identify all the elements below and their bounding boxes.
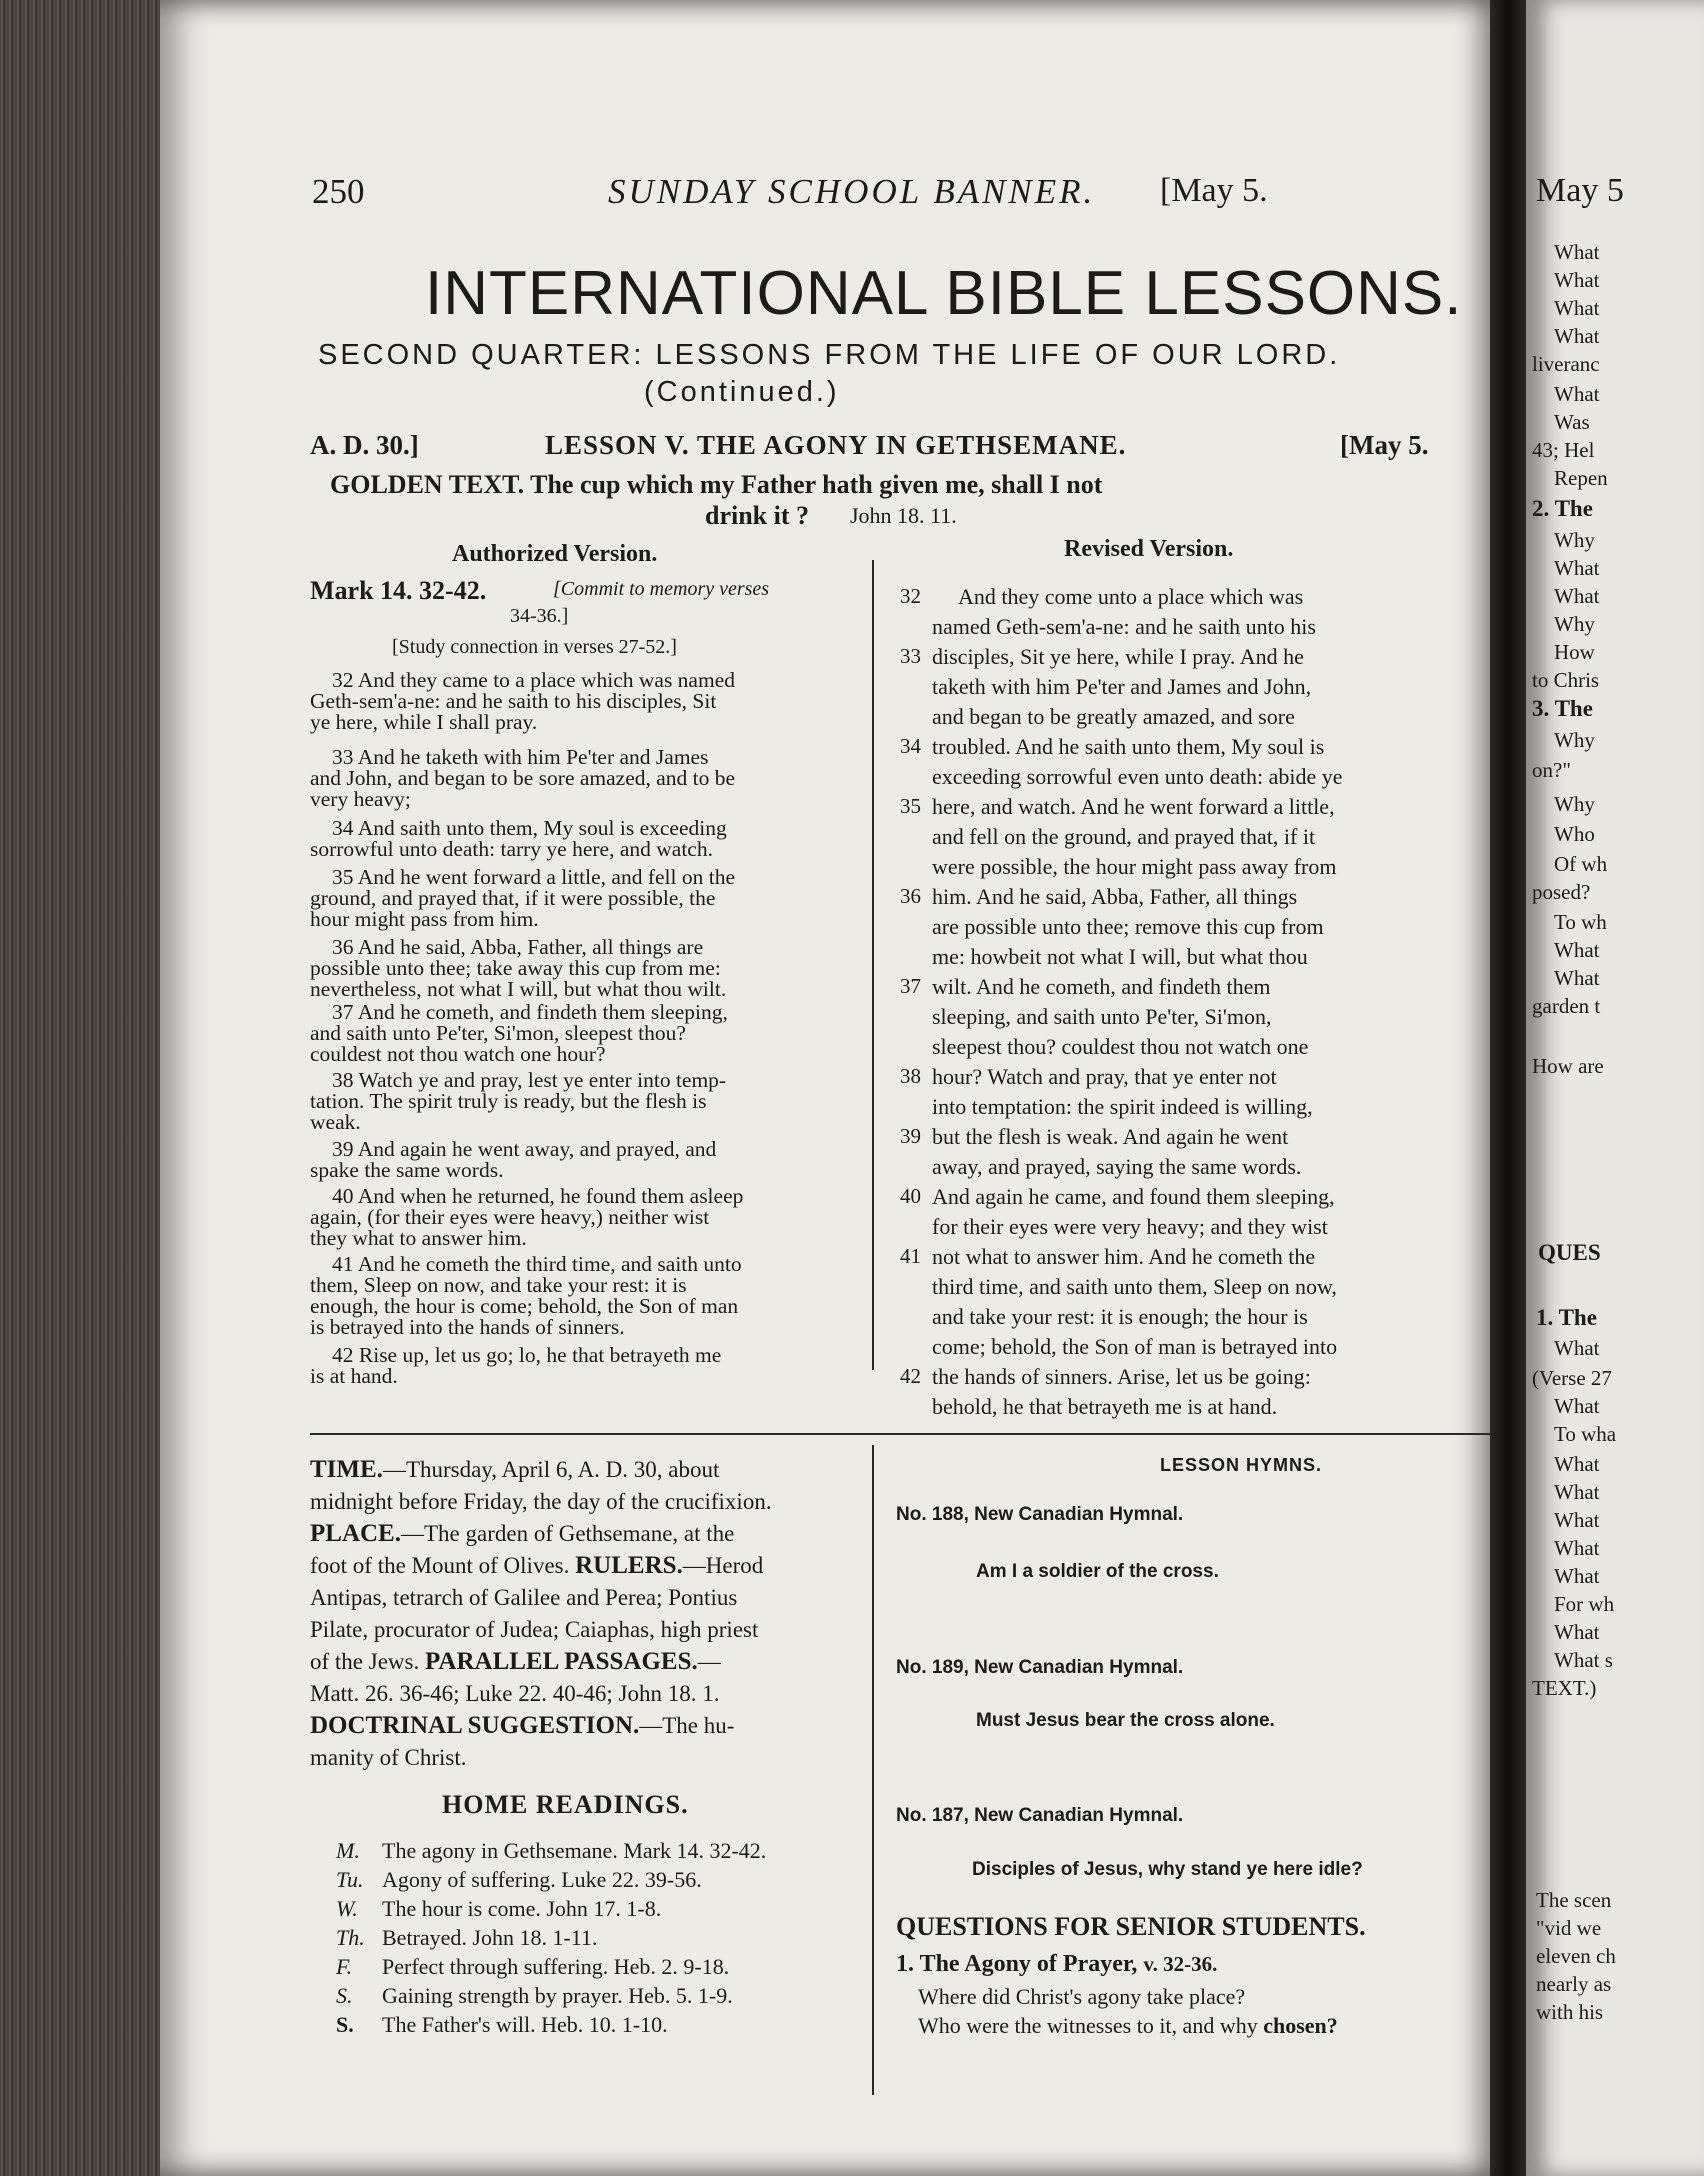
rv-line: disciples, Sit ye here, while I pray. And he bbox=[932, 644, 1304, 669]
right-line: Why bbox=[1554, 792, 1595, 816]
right-line: How are bbox=[1532, 1054, 1604, 1078]
place-text: —The garden of Gethsemane, at the bbox=[400, 1521, 735, 1546]
right-line: What bbox=[1554, 966, 1600, 990]
right-line: What bbox=[1554, 296, 1600, 320]
right-line: "vid we bbox=[1536, 1916, 1602, 1940]
right-line: 3. The bbox=[1532, 696, 1593, 721]
section-rule bbox=[310, 1433, 1610, 1435]
home-readings-list bbox=[336, 1836, 766, 2039]
av-line: 42 Rise up, let us go; lo, he that betrayeth me bbox=[332, 1343, 722, 1367]
senior-questions-heading: QUESTIONS FOR SENIOR STUDENTS. bbox=[896, 1912, 1366, 1941]
verse-number: 35 bbox=[900, 794, 921, 818]
reading-day: M. bbox=[336, 1838, 360, 1863]
right-line: What bbox=[1554, 938, 1600, 962]
right-line: For wh bbox=[1554, 1592, 1615, 1616]
right-heading: QUES bbox=[1538, 1240, 1601, 1265]
doctrinal-label: DOCTRINAL SUGGESTION. bbox=[310, 1712, 640, 1739]
av-line: again, (for their eyes were heavy,) neither wist bbox=[310, 1205, 710, 1229]
note-line: manity of Christ. bbox=[310, 1745, 467, 1770]
golden-text-line1: GOLDEN TEXT. The cup which my Father hath given me, shall I not bbox=[330, 470, 1103, 499]
senior-question: Where did Christ's agony take place? bbox=[918, 1984, 1246, 2009]
av-line: possible unto thee; take away this cup from me: bbox=[310, 956, 721, 980]
right-line: eleven ch bbox=[1536, 1944, 1616, 1968]
right-line: nearly as bbox=[1536, 1972, 1612, 1996]
right-line: with his bbox=[1536, 2000, 1604, 2024]
hymn-title: Disciples of Jesus, why stand ye here idle? bbox=[972, 1859, 1363, 1880]
authorized-heading: Authorized Version. bbox=[452, 541, 658, 567]
rv-line: and take your rest: it is enough; the hour is bbox=[932, 1304, 1308, 1329]
golden-text-ref: John 18. 11. bbox=[850, 503, 957, 528]
verse-number: 39 bbox=[900, 1124, 921, 1148]
doctrinal-text: —The hu- bbox=[639, 1713, 735, 1738]
rv-line: wilt. And he cometh, and findeth them bbox=[932, 974, 1271, 999]
av-line: nevertheless, not what I will, but what thou wilt. bbox=[310, 977, 727, 1001]
rv-line: and fell on the ground, and prayed that, if it bbox=[932, 824, 1316, 849]
reading-text: The Father's will. Heb. 10. 1-10. bbox=[382, 2012, 668, 2037]
av-line: 40 And when he returned, he found them asleep bbox=[332, 1184, 744, 1208]
av-line: weak. bbox=[310, 1110, 361, 1134]
subtitle: SECOND QUARTER: LESSONS FROM THE LIFE OF OUR LORD. bbox=[318, 339, 1341, 371]
rv-line: but the flesh is weak. And again he went bbox=[932, 1124, 1289, 1149]
right-line: What bbox=[1554, 1394, 1600, 1418]
note-line: foot of the Mount of Olives. bbox=[310, 1553, 570, 1578]
note-line: midnight before Friday, the day of the crucifixion. bbox=[310, 1489, 772, 1514]
place-label: PLACE. bbox=[310, 1520, 401, 1547]
rv-line: for their eyes were very heavy; and they wist bbox=[932, 1214, 1328, 1239]
verse-number: 38 bbox=[900, 1064, 921, 1088]
av-line: they what to answer him. bbox=[310, 1226, 527, 1250]
subtitle-continued: (Continued.) bbox=[644, 376, 840, 408]
av-line: ye here, while I shall pray. bbox=[310, 710, 538, 734]
av-line: 37 And he cometh, and findeth them sleeping, bbox=[332, 1000, 728, 1024]
left-page bbox=[160, 0, 1500, 2176]
right-line: What bbox=[1554, 324, 1600, 348]
av-line: 36 And he said, Abba, Father, all things are bbox=[332, 935, 704, 959]
study-note: [Study connection in verses 27-52.] bbox=[392, 636, 677, 658]
time-text: —Thursday, April 6, A. D. 30, about bbox=[382, 1457, 720, 1482]
reading-text: Gaining strength by prayer. Heb. 5. 1-9. bbox=[382, 1983, 733, 2008]
rv-line: troubled. And he saith unto them, My soul is bbox=[932, 734, 1325, 759]
rv-line: named Geth-sem'a-ne: and he saith unto his bbox=[932, 614, 1316, 639]
senior-question: Who were the witnesses to it, and why chosen? bbox=[918, 2013, 1338, 2038]
right-line: What bbox=[1554, 1536, 1600, 1560]
right-line: What bbox=[1554, 584, 1600, 608]
av-line: couldest not thou watch one hour? bbox=[310, 1042, 606, 1066]
reading-day: F. bbox=[336, 1954, 353, 1979]
av-line: 33 And he taketh with him Pe'ter and James bbox=[332, 745, 709, 769]
reading-day: Th. bbox=[336, 1925, 365, 1950]
hymn-number: No. 188, New Canadian Hymnal. bbox=[896, 1504, 1184, 1525]
right-line: Repen bbox=[1554, 466, 1608, 490]
av-line: is at hand. bbox=[310, 1364, 398, 1388]
right-line: (Verse 27 bbox=[1532, 1366, 1612, 1390]
page-title: INTERNATIONAL BIBLE LESSONS. bbox=[425, 259, 1463, 328]
rv-line: behold, he that betrayeth me is at hand. bbox=[932, 1394, 1278, 1419]
av-line: and saith unto Pe'ter, Si'mon, sleepest thou? bbox=[310, 1021, 686, 1045]
verse-number: 42 bbox=[900, 1364, 921, 1388]
rv-line: here, and watch. And he went forward a little, bbox=[932, 794, 1335, 819]
av-line: 38 Watch ye and pray, lest ye enter into temp- bbox=[332, 1068, 727, 1092]
page-number: 250 bbox=[312, 172, 365, 211]
right-line: 2. The bbox=[1532, 496, 1593, 521]
av-line: 32 And they came to a place which was named bbox=[332, 668, 735, 692]
av-line: tation. The spirit truly is ready, but the flesh is bbox=[310, 1089, 707, 1113]
running-title: SUNDAY SCHOOL BANNER. bbox=[608, 172, 1096, 211]
authorized-ref: Mark 14. 32-42. bbox=[310, 576, 487, 605]
verse-number: 33 bbox=[900, 644, 921, 668]
verse-number: 40 bbox=[900, 1184, 921, 1208]
right-page-header: May 5 bbox=[1536, 172, 1624, 209]
senior-subsection: 1. The Agony of Prayer, v. 32-36. bbox=[896, 1951, 1218, 1977]
right-line: Of wh bbox=[1554, 852, 1608, 876]
reading-text: Betrayed. John 18. 1-11. bbox=[382, 1925, 598, 1950]
av-line: ground, and prayed that, if it were possible, the bbox=[310, 886, 716, 910]
right-line: 43; Hel bbox=[1532, 438, 1595, 462]
verse-number: 37 bbox=[900, 974, 921, 998]
right-line: Was bbox=[1554, 410, 1590, 434]
hymn-number: No. 189, New Canadian Hymnal. bbox=[896, 1657, 1184, 1678]
right-line: Why bbox=[1554, 528, 1595, 552]
rv-line: into temptation: the spirit indeed is willing, bbox=[932, 1094, 1313, 1119]
right-line: What bbox=[1554, 382, 1600, 406]
av-line: 41 And he cometh the third time, and saith unto bbox=[332, 1252, 742, 1276]
verse-number: 41 bbox=[900, 1244, 921, 1268]
hymn-title: Must Jesus bear the cross alone. bbox=[976, 1710, 1275, 1731]
golden-text-line2: drink it ? bbox=[705, 501, 810, 530]
right-line: to Chris bbox=[1532, 668, 1600, 692]
av-line: 35 And he went forward a little, and fell on the bbox=[332, 865, 736, 889]
av-line: Geth-sem'a-ne: and he saith to his disciples, Sit bbox=[310, 689, 717, 713]
right-line: liveranc bbox=[1532, 352, 1600, 376]
parallel-label: PARALLEL PASSAGES. bbox=[424, 1648, 698, 1675]
rv-line: the hands of sinners. Arise, let us be going: bbox=[932, 1364, 1311, 1389]
reading-day: Tu. bbox=[336, 1867, 364, 1892]
right-line: Why bbox=[1554, 612, 1595, 636]
note-line: Antipas, tetrarch of Galilee and Perea; Pontius bbox=[310, 1585, 738, 1610]
av-line: is betrayed into the hands of sinners. bbox=[310, 1315, 625, 1339]
right-line: TEXT.) bbox=[1532, 1676, 1597, 1700]
rv-line: hour? Watch and pray, that ye enter not bbox=[932, 1064, 1277, 1089]
hymn-title: Am I a soldier of the cross. bbox=[976, 1561, 1219, 1582]
lesson-year: A. D. 30.] bbox=[310, 430, 419, 460]
lesson-date: [May 5. bbox=[1340, 430, 1429, 460]
rv-line: me: howbeit not what I will, but what thou bbox=[932, 944, 1308, 969]
rv-line: away, and prayed, saying the same words. bbox=[932, 1154, 1302, 1179]
right-line: on?" bbox=[1532, 758, 1571, 782]
reading-text: The agony in Gethsemane. Mark 14. 32-42. bbox=[382, 1838, 767, 1863]
right-line: What bbox=[1554, 1564, 1600, 1588]
rv-line: not what to answer him. And he cometh the bbox=[932, 1244, 1316, 1269]
note-line: of the Jews. bbox=[310, 1649, 420, 1674]
note-line: Pilate, procurator of Judea; Caiaphas, high priest bbox=[310, 1617, 759, 1642]
column-divider bbox=[872, 560, 874, 1370]
right-line: What bbox=[1554, 240, 1600, 264]
rv-line: him. And he said, Abba, Father, all things bbox=[932, 884, 1298, 909]
rv-line: taketh with him Pe'ter and James and John, bbox=[932, 674, 1312, 699]
reading-day: S. bbox=[336, 1983, 353, 2008]
av-line: 34 And saith unto them, My soul is exceeding bbox=[332, 816, 727, 840]
rv-line: exceeding sorrowful even unto death: abide ye bbox=[932, 764, 1343, 789]
hymn-number: No. 187, New Canadian Hymnal. bbox=[896, 1805, 1184, 1826]
right-line: What bbox=[1554, 1452, 1600, 1476]
rulers-text: —Herod bbox=[682, 1553, 764, 1578]
rv-line: come; behold, the Son of man is betrayed into bbox=[932, 1334, 1338, 1359]
av-line: sorrowful unto death: tarry ye here, and watch. bbox=[310, 837, 713, 861]
right-line: What bbox=[1554, 1480, 1600, 1504]
hymns-heading: LESSON HYMNS. bbox=[1160, 1455, 1323, 1475]
right-line: Why bbox=[1554, 728, 1595, 752]
right-line: 1. The bbox=[1536, 1305, 1597, 1330]
parallel-dash: — bbox=[697, 1649, 721, 1674]
right-line: To wha bbox=[1554, 1422, 1617, 1446]
right-line: posed? bbox=[1532, 880, 1591, 904]
lower-column-divider bbox=[872, 1445, 874, 2095]
av-line: hour might pass from him. bbox=[310, 907, 539, 931]
header-date: [May 5. bbox=[1160, 172, 1268, 209]
right-line: What s bbox=[1554, 1648, 1613, 1672]
av-line: very heavy; bbox=[310, 787, 411, 811]
home-readings-heading: HOME READINGS. bbox=[442, 1790, 689, 1819]
book-page-edges bbox=[0, 0, 178, 2176]
reading-day: W. bbox=[336, 1896, 358, 1921]
rv-line: third time, and saith unto them, Sleep on now, bbox=[932, 1274, 1337, 1299]
lesson-heading: LESSON V. THE AGONY IN GETHSEMANE. bbox=[545, 430, 1127, 460]
rv-line: sleeping, and saith unto Pe'ter, Si'mon, bbox=[932, 1004, 1272, 1029]
right-line: To wh bbox=[1554, 910, 1607, 934]
reading-day: S. bbox=[336, 2012, 354, 2037]
reading-text: Perfect through suffering. Heb. 2. 9-18. bbox=[382, 1954, 730, 1979]
right-line: The scen bbox=[1536, 1888, 1612, 1912]
av-line: spake the same words. bbox=[310, 1158, 504, 1182]
rv-line: were possible, the hour might pass away from bbox=[932, 854, 1337, 879]
memory-note: [Commit to memory verses bbox=[553, 578, 770, 600]
memory-note-verses: 34-36.] bbox=[510, 605, 569, 627]
av-line: and John, and began to be sore amazed, and to be bbox=[310, 766, 736, 790]
note-line: Matt. 26. 36-46; Luke 22. 40-46; John 18. 1. bbox=[310, 1681, 720, 1706]
rv-line: and began to be greatly amazed, and sore bbox=[932, 704, 1295, 729]
right-line: What bbox=[1554, 1508, 1600, 1532]
verse-number: 32 bbox=[900, 584, 921, 608]
right-line: What bbox=[1554, 556, 1600, 580]
right-line: What bbox=[1554, 268, 1600, 292]
right-line: How bbox=[1554, 640, 1595, 664]
right-page-fragment bbox=[1526, 0, 1704, 2176]
revised-heading: Revised Version. bbox=[1064, 536, 1234, 562]
reading-text: The hour is come. John 17. 1-8. bbox=[382, 1896, 662, 1921]
book-gutter bbox=[1490, 0, 1526, 2176]
right-line: What bbox=[1554, 1620, 1600, 1644]
verse-number: 36 bbox=[900, 884, 921, 908]
lesson-notes bbox=[310, 1454, 860, 1774]
av-line: them, Sleep on now, and take your rest: it is bbox=[310, 1273, 687, 1297]
rv-line: And they come unto a place which was bbox=[958, 584, 1304, 609]
verse-number: 34 bbox=[900, 734, 921, 758]
right-line: Who bbox=[1554, 822, 1595, 846]
rv-line: And again he came, and found them sleeping, bbox=[932, 1184, 1335, 1209]
rulers-label: RULERS. bbox=[575, 1552, 683, 1579]
right-line: garden t bbox=[1532, 994, 1601, 1018]
av-line: 39 And again he went away, and prayed, and bbox=[332, 1137, 717, 1161]
time-label: TIME. bbox=[310, 1456, 383, 1483]
reading-text: Agony of suffering. Luke 22. 39-56. bbox=[382, 1867, 702, 1892]
right-line: What bbox=[1554, 1336, 1600, 1360]
rv-line: are possible unto thee; remove this cup from bbox=[932, 914, 1324, 939]
rv-line: sleepest thou? couldest thou not watch one bbox=[932, 1034, 1309, 1059]
av-line: enough, the hour is come; behold, the Son of man bbox=[310, 1294, 739, 1318]
